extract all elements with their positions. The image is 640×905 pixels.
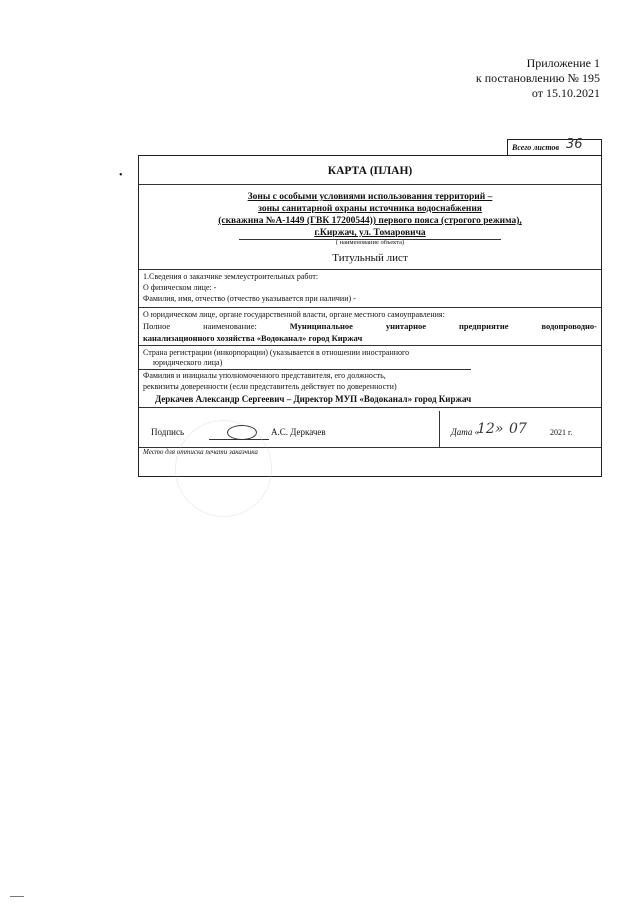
appendix-line-1: Приложение 1 — [526, 56, 600, 70]
corner-mark — [10, 896, 24, 897]
divider — [139, 184, 601, 185]
divider — [139, 345, 601, 346]
zone-line-2: зоны санитарной охраны источника водоснабжения — [258, 204, 482, 214]
signature-separator — [439, 411, 440, 447]
subtitle: Титульный лист — [332, 252, 408, 264]
rep-label-1: Фамилия и инициалы уполномоченного представителя, его должность, — [143, 371, 386, 380]
sheets-count-box — [507, 139, 602, 155]
date-year: 2021 г. — [550, 428, 573, 437]
country-label-2: юридического лица) — [153, 358, 223, 367]
country-label-1: Страна регистрации (инкорпорации) (указывается в отношении иностранного — [143, 348, 410, 357]
date-month: 07 — [509, 421, 527, 437]
customer-heading: 1.Сведения о заказчике землеустроительных работ: — [143, 272, 319, 281]
divider — [139, 407, 601, 408]
individual-label: О физическом лице: - — [143, 283, 217, 292]
fio-label: Фамилия, имя, отчество (отчество указывается при наличии) - — [143, 294, 356, 303]
date-label: Дата « — [451, 427, 480, 437]
stray-dot: • — [119, 170, 123, 181]
rep-label-2: реквизиты доверенности (если представитель действует по доверенности) — [143, 382, 397, 391]
full-name-value-1: Муниципальное унитарное предприятие водопроводно- — [289, 321, 598, 331]
appendix-block — [476, 56, 600, 101]
date-day: 12» — [477, 421, 504, 437]
zone-line-1: Зоны с особыми условиями использования территорий – — [247, 192, 493, 202]
appendix-line-2: к постановлению № 195 — [475, 71, 600, 85]
zone-line-4: г.Киржач, ул. Томаровича — [314, 228, 426, 238]
appendix-line-3: от 15.10.2021 — [531, 86, 600, 100]
rep-value: Деркачев Александр Сергеевич – Директор МУП «Водоканал» город Киржач — [155, 394, 472, 404]
zone-description — [139, 191, 601, 239]
full-name-value-2: канализационного хозяйства «Водоканал» город Киржач — [143, 333, 363, 343]
legal-label: О юридическом лице, органе государственной власти, органе местного самоуправления: — [143, 310, 445, 319]
full-name-label: Полное наименование: — [143, 321, 257, 331]
divider — [139, 269, 601, 270]
sheets-value: 36 — [566, 137, 583, 152]
object-caption-line — [239, 239, 501, 240]
signer-name: А.С. Деркачев — [271, 427, 326, 437]
full-name-row — [143, 321, 597, 332]
zone-line-3: (скважина №А-1449 (ГВК 17200544)) первого пояса (строгого режима), — [218, 216, 522, 226]
stamp-place-label: Место для оттиска печати заказчика — [143, 448, 258, 456]
sheets-label: Всего листов — [512, 143, 560, 152]
object-caption: ( наименование объекта) — [335, 239, 405, 246]
card-title: КАРТА (ПЛАН) — [327, 165, 413, 177]
divider — [139, 307, 601, 308]
seal-imprint — [175, 420, 272, 517]
signature-label: Подпись — [151, 427, 185, 437]
divider — [139, 369, 471, 370]
